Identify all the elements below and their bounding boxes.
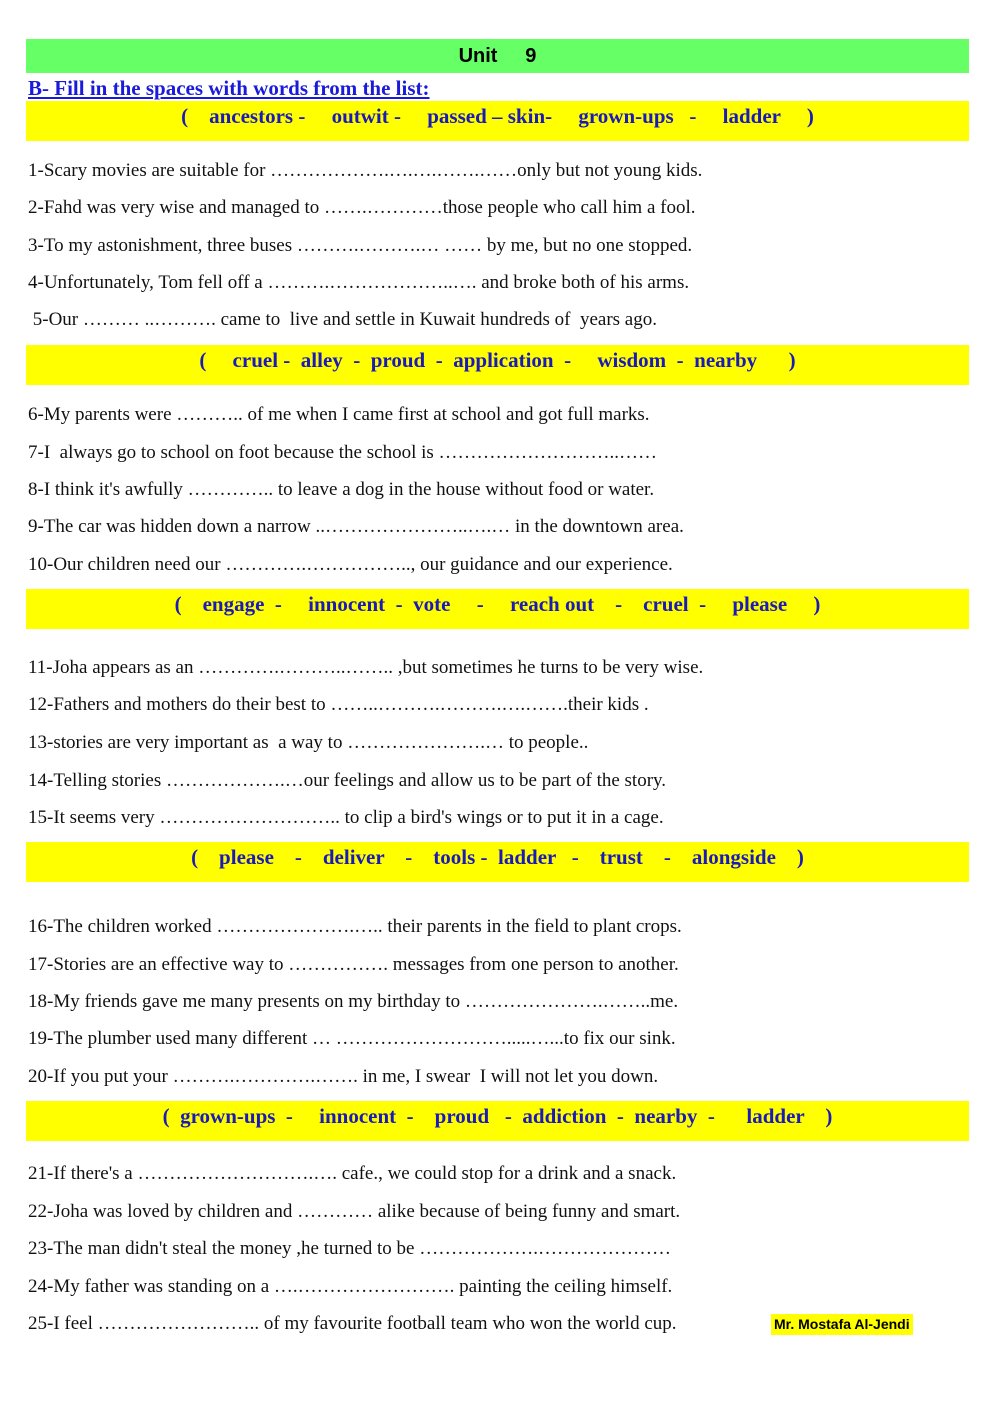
question-item: 24-My father was standing on a ….……………………. painting the ceiling himself. [28, 1276, 673, 1297]
question-item: 13-stories are very important as a way to ………………….… to people.. [28, 732, 589, 753]
question-item: 6-My parents were ……….. of me when I came first at school and got full marks. [28, 404, 650, 425]
question-item: 23-The man didn't steal the money ,he turned to be ……………….………………… [28, 1238, 671, 1259]
word-list-box: ( engage - innocent - vote - reach out - cruel - please ) [26, 589, 969, 629]
unit-title: Unit 9 [26, 39, 969, 73]
word-list-box: ( please - deliver - tools - ladder - trust - alongside ) [26, 842, 969, 882]
instruction-heading: B- Fill in the spaces with words from the list: [28, 76, 430, 100]
question-item: 7-I always go to school on foot because the school is ………………………..…… [28, 442, 658, 463]
question-item: 18-My friends gave me many presents on my birthday to ………………….……..me. [28, 991, 679, 1012]
question-item: 3-To my astonishment, three buses ……….……….… …… by me, but no one stopped. [28, 235, 693, 256]
question-item: 17-Stories are an effective way to ……………. messages from one person to another. [28, 954, 679, 975]
question-item: 20-If you put your ……….………….……. in me, I swear I will not let you down. [28, 1066, 659, 1087]
question-item: 12-Fathers and mothers do their best to ……..……….……….….…….their kids . [28, 694, 649, 715]
word-list-box: ( grown-ups - innocent - proud - addiction - nearby - ladder ) [26, 1101, 969, 1141]
question-item: 16-The children worked ………………….….. their parents in the field to plant crops. [28, 916, 682, 937]
author-signature: Mr. Mostafa Al-Jendi [771, 1314, 913, 1335]
question-item: 2-Fahd was very wise and managed to …….…………those people who call him a fool. [28, 197, 696, 218]
question-item: 1-Scary movies are suitable for ……………….….….…….……only but not young kids. [28, 160, 703, 181]
question-item: 14-Telling stories ……………….…our feelings and allow us to be part of the story. [28, 770, 667, 791]
question-item: 4-Unfortunately, Tom fell off a ……….………………..…. and broke both of his arms. [28, 272, 690, 293]
question-item: 10-Our children need our ………….…………….., our guidance and our experience. [28, 554, 673, 575]
question-item: 15-It seems very ……………………….. to clip a bird's wings or to put it in a cage. [28, 807, 664, 828]
question-item: 11-Joha appears as an ………….………..…….. ,but sometimes he turns to be very wise. [28, 657, 704, 678]
question-item: 5-Our ……… ..………. came to live and settle in Kuwait hundreds of years ago. [28, 309, 657, 330]
word-list-box: ( ancestors - outwit - passed – skin- grown-ups - ladder ) [26, 101, 969, 141]
question-item: 25-I feel …………………….. of my favourite football team who won the world cup. [28, 1313, 677, 1334]
word-list-box: ( cruel - alley - proud - application - wisdom - nearby ) [26, 345, 969, 385]
question-item: 19-The plumber used many different … ……………………….....…...to fix our sink. [28, 1028, 676, 1049]
question-item: 8-I think it's awfully ………….. to leave a dog in the house without food or water. [28, 479, 655, 500]
question-item: 9-The car was hidden down a narrow ..…………………..….… in the downtown area. [28, 516, 684, 537]
question-item: 22-Joha was loved by children and ………… alike because of being funny and smart. [28, 1201, 681, 1222]
question-item: 21-If there's a ……………………….…. cafe., we could stop for a drink and a snack. [28, 1163, 677, 1184]
